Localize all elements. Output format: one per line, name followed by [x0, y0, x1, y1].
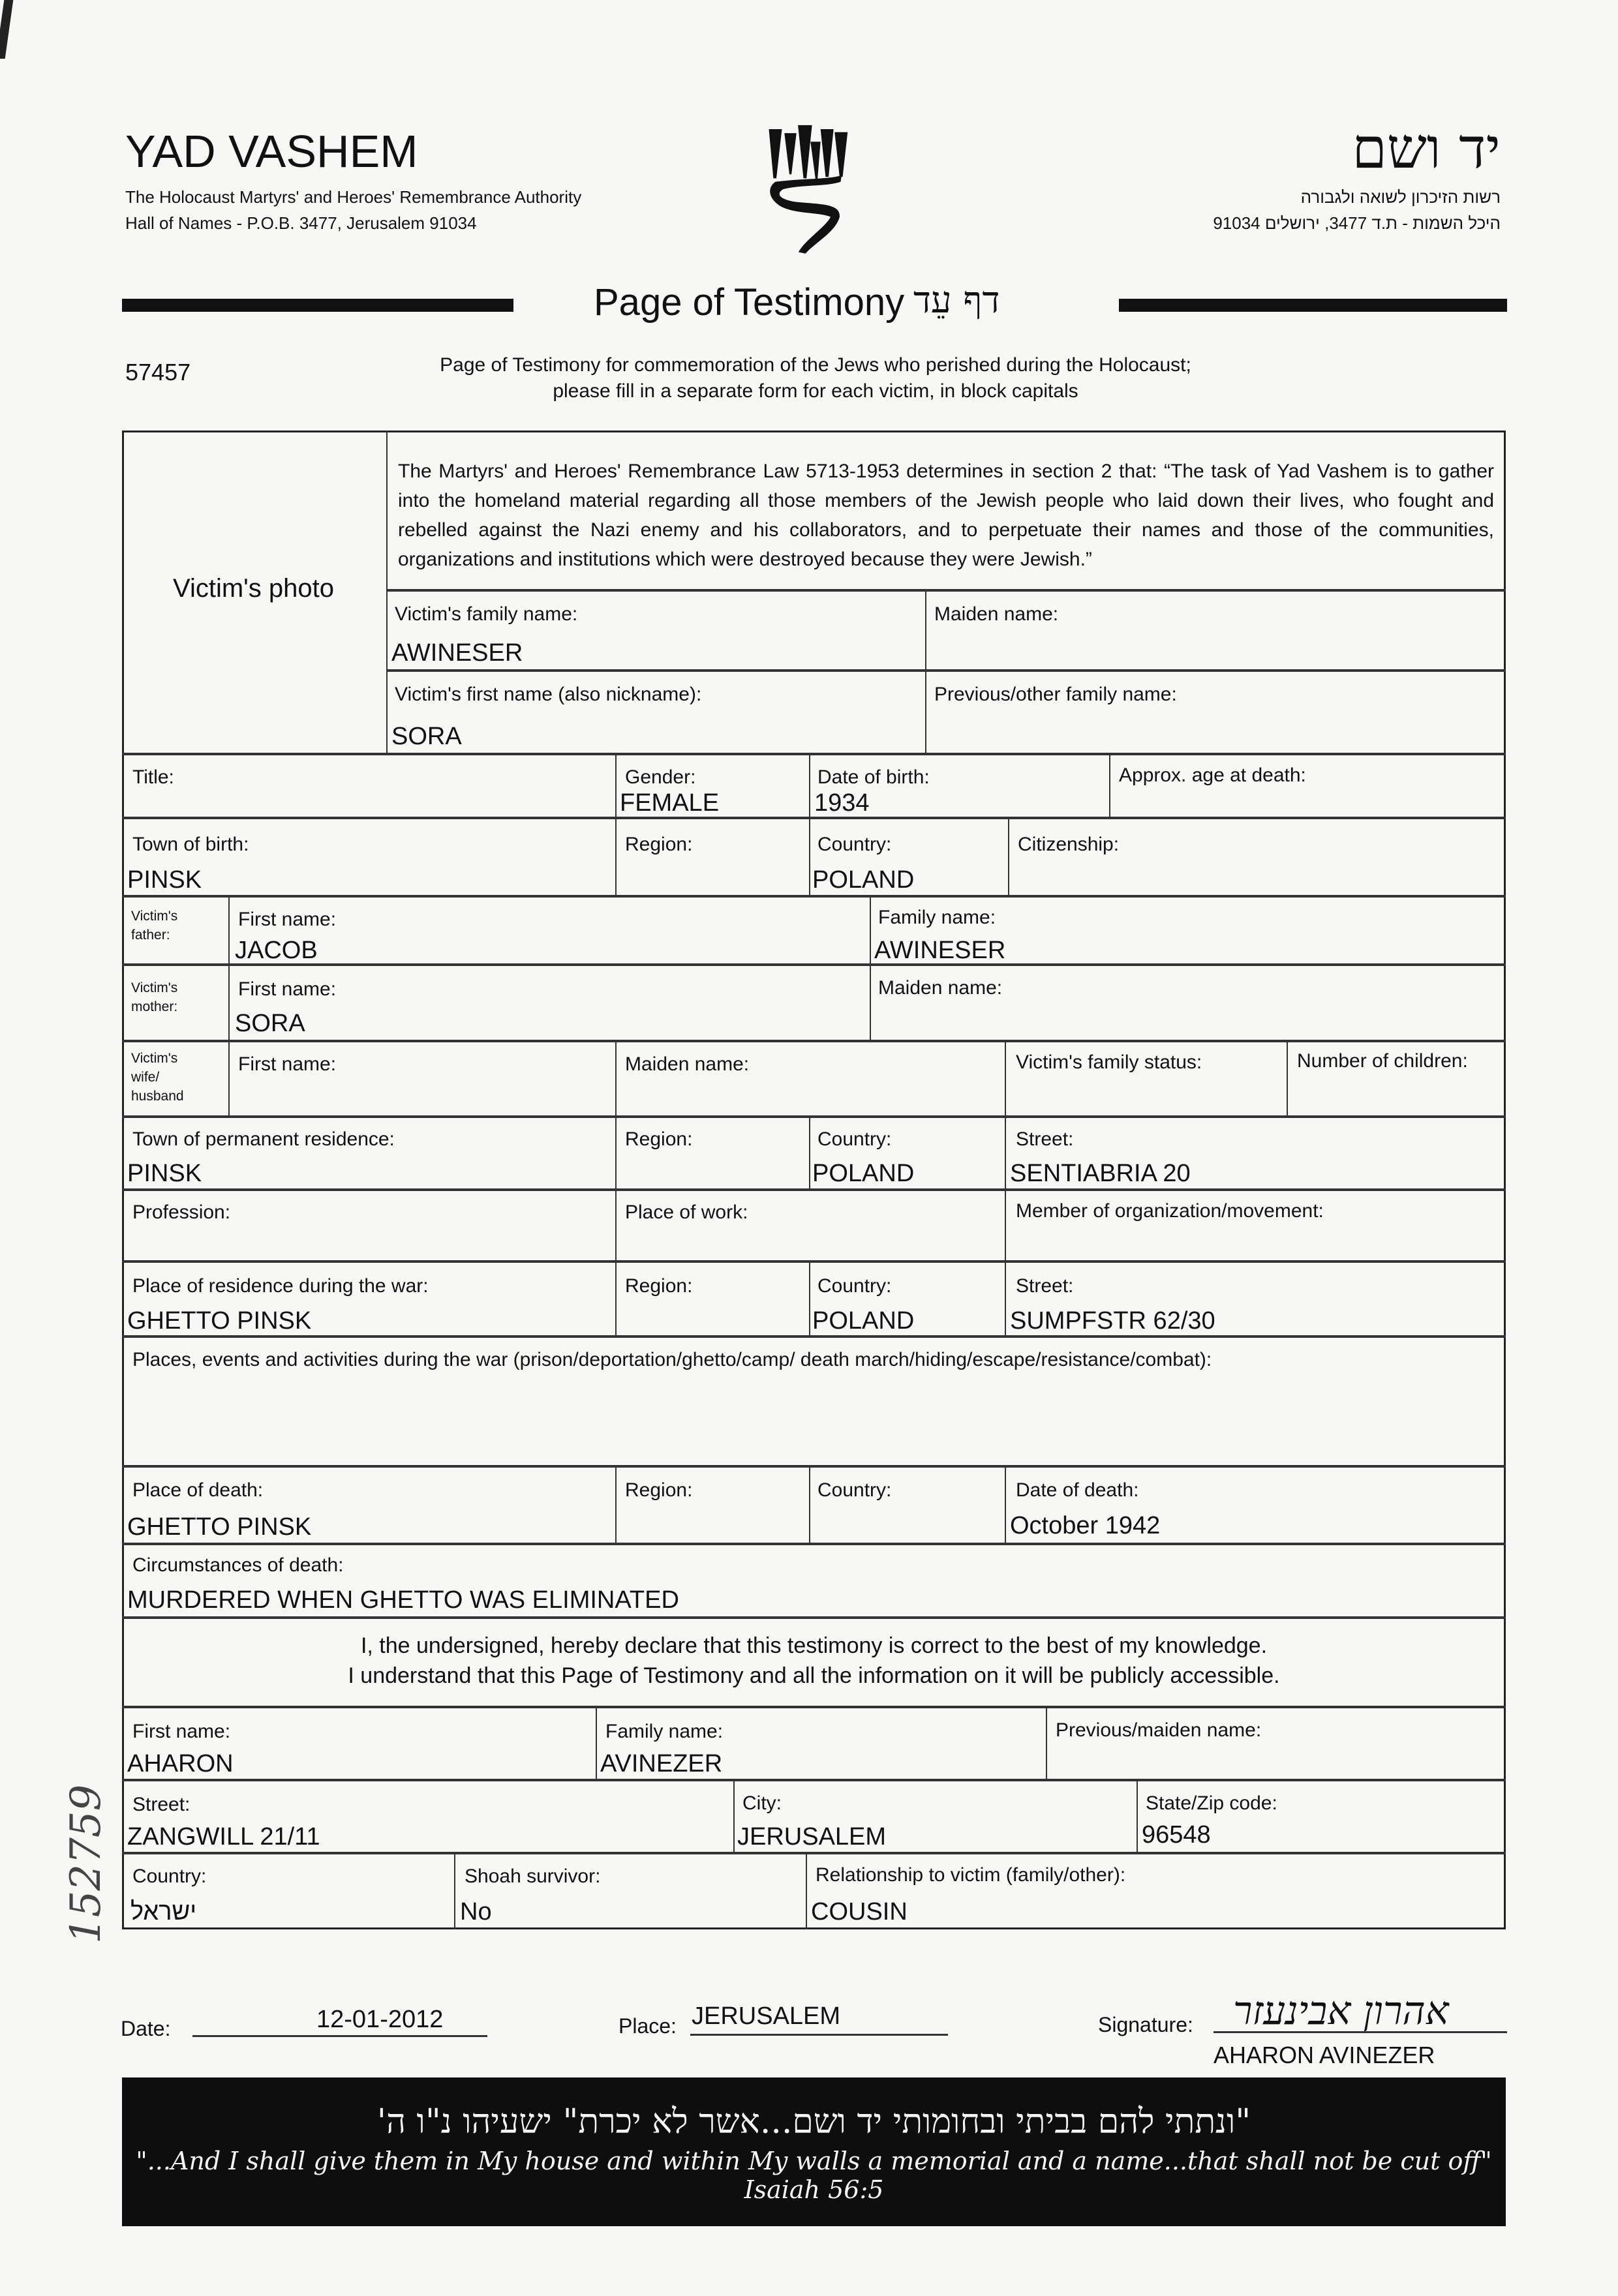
permanent-region-label: Region:: [625, 1128, 693, 1150]
reference-number: 57457: [125, 359, 191, 385]
divider: [122, 753, 1506, 755]
submitter-street-label: Street:: [132, 1794, 191, 1815]
submitter-first-name-field[interactable]: AHARON: [127, 1750, 234, 1777]
org-address-en: Hall of Names - P.O.B. 3477, Jerusalem 91034: [125, 213, 477, 233]
shoah-survivor-label: Shoah survivor:: [465, 1865, 601, 1887]
permanent-town-label: Town of permanent residence:: [132, 1128, 395, 1150]
mother-first-name-label: First name:: [238, 978, 337, 1000]
divider: [1046, 1706, 1047, 1779]
date-of-birth-field[interactable]: 1934: [814, 789, 870, 817]
divider: [122, 1188, 1506, 1191]
mother-row-label: Victim's mother:: [131, 980, 178, 1014]
signature-printed-name: AHARON AVINEZER: [1214, 2042, 1435, 2068]
divider: [1008, 817, 1009, 895]
divider: [1005, 1115, 1006, 1335]
org-subtitle-en: [125, 184, 581, 236]
mother-maiden-name-label: Maiden name:: [878, 977, 1003, 999]
permanent-country-label: Country:: [817, 1128, 892, 1150]
date-label: Date:: [121, 2017, 171, 2040]
menorah-logo-icon: [750, 110, 881, 279]
divider: [1109, 753, 1110, 817]
permanent-street-label: Street:: [1016, 1128, 1074, 1150]
town-of-birth-label: Town of birth:: [132, 834, 249, 855]
citizenship-label: Citizenship:: [1018, 834, 1120, 855]
place-field[interactable]: JERUSALEM: [692, 2002, 841, 2030]
victim-family-name-label: Victim's family name:: [395, 603, 578, 625]
father-first-name-field[interactable]: JACOB: [235, 937, 318, 964]
town-of-birth-field[interactable]: PINSK: [127, 866, 202, 894]
victim-photo-placeholder[interactable]: Victim's photo: [173, 574, 335, 603]
gender-field[interactable]: FEMALE: [620, 789, 720, 817]
form-instructions: Page of Testimony for commemoration of the Jews who perished during the Holocaust; please fill in a separate form for each victim, in block capitals: [440, 354, 1191, 402]
relationship-field[interactable]: COUSIN: [811, 1898, 908, 1926]
submitter-city-field[interactable]: JERUSALEM: [737, 1823, 887, 1850]
quote-hebrew: "ונתתי להם בביתי ובחומותי יד ושם...אשר לא יכרת" ישעיהו נ"ו ה': [376, 2102, 1251, 2141]
form-title-en: Page of Testimony: [594, 281, 905, 324]
father-row-label: Victim's father:: [131, 909, 178, 943]
submitter-country-field[interactable]: ישראל: [130, 1898, 197, 1926]
divider: [615, 1040, 617, 1115]
divider: [809, 1465, 810, 1543]
divider: [596, 1706, 597, 1779]
gender-label: Gender:: [625, 766, 696, 788]
war-region-label: Region:: [625, 1275, 693, 1297]
divider: [122, 1040, 1506, 1042]
divider: [122, 1260, 1506, 1263]
date-underline: [192, 2035, 487, 2037]
header-rule-left: [122, 299, 513, 312]
signature-label: Signature:: [1098, 2013, 1193, 2036]
divider: [809, 1115, 810, 1188]
place-of-death-label: Place of death:: [132, 1479, 264, 1501]
divider: [122, 1115, 1506, 1118]
isaiah-quote-banner: [122, 2077, 1506, 2226]
org-authority-en: The Holocaust Martyrs' and Heroes' Remembrance Authority: [125, 187, 582, 207]
submitter-street-field[interactable]: ZANGWILL 21/11: [127, 1823, 320, 1850]
victim-first-name-label: Victim's first name (also nickname):: [395, 684, 702, 705]
date-field[interactable]: 12-01-2012: [316, 2006, 444, 2033]
form-title-he: דף עֵד: [913, 279, 1000, 322]
divider: [615, 1465, 617, 1543]
divider: [122, 895, 1506, 898]
spouse-row-label: Victim's wife/ husband: [131, 1051, 184, 1104]
profession-label: Profession:: [132, 1201, 231, 1223]
divider: [925, 589, 926, 753]
place-of-work-label: Place of work:: [625, 1201, 748, 1223]
place-label: Place:: [618, 2014, 677, 2038]
signature-underline: [1214, 2031, 1507, 2033]
father-first-name-label: First name:: [238, 909, 337, 930]
death-country-label: Country:: [817, 1479, 892, 1501]
law-text: The Martyrs' and Heroes' Remembrance Law 5713-1953 determines in section 2 that: “The task of Yad Vashem is to gather into the homeland material regarding all those members of the Jewish people who laid down their lives, who fought and rebelled against the Nazi enemy and his collaborators, and to perpetuate their names and those of the communities, organizations and institutions which were destroyed because they were Jewish.”: [398, 461, 1494, 570]
relationship-label: Relationship to victim (family/other):: [816, 1864, 1126, 1886]
quote-english: "...And I shall give them in My house and within My walls a memorial and a name...that shall not be cut off" Isaiah 56:5: [136, 2147, 1492, 2204]
submitter-zip-label: State/Zip code:: [1146, 1792, 1277, 1814]
permanent-street-field[interactable]: SENTIABRIA 20: [1010, 1160, 1191, 1187]
declaration-text: I, the undersigned, hereby declare that this testimony is correct to the best of my knowledge. I understand that this Page of Testimony and all the information on it will be publicly accessible.: [348, 1633, 1280, 1688]
divider: [1005, 1465, 1006, 1543]
war-country-label: Country:: [817, 1275, 892, 1297]
org-authority-he: רשות הזיכרון לשואה ולגבורה: [1300, 187, 1501, 207]
divider: [386, 669, 1506, 672]
org-name-en: YAD VASHEM: [125, 126, 418, 177]
divider: [806, 1852, 807, 1929]
divider: [122, 1543, 1506, 1545]
divider: [122, 1852, 1506, 1854]
org-subtitle-he: [1213, 184, 1501, 236]
date-of-birth-label: Date of birth:: [817, 766, 930, 788]
divider: [615, 753, 617, 895]
org-name-he: יד ושם: [1352, 116, 1501, 181]
age-at-death-label: Approx. age at death:: [1119, 764, 1306, 786]
family-status-label: Victim's family status:: [1016, 1051, 1202, 1073]
war-street-label: Street:: [1016, 1275, 1074, 1297]
place-underline: [690, 2034, 948, 2036]
spouse-first-name-label: First name:: [238, 1053, 337, 1075]
mother-first-name-field[interactable]: SORA: [235, 1010, 305, 1037]
divider: [809, 1260, 810, 1335]
victim-first-name-field[interactable]: SORA: [391, 723, 462, 750]
war-residence-label: Place of residence during the war:: [132, 1275, 429, 1297]
submitter-family-name-field[interactable]: AVINEZER: [600, 1750, 723, 1777]
spouse-maiden-name-label: Maiden name:: [625, 1053, 750, 1075]
victim-family-name-field[interactable]: AWINESER: [391, 639, 523, 667]
divider: [454, 1852, 455, 1929]
father-family-name-field[interactable]: AWINESER: [874, 937, 1006, 964]
war-street-field[interactable]: SUMPFSTR 62/30: [1010, 1307, 1215, 1335]
victim-maiden-name-label: Maiden name:: [934, 603, 1059, 625]
margin-handwritten-number: 152759: [62, 1784, 110, 1944]
submitter-country-label: Country:: [132, 1865, 207, 1887]
submitter-zip-field[interactable]: 96548: [1142, 1821, 1211, 1849]
permanent-country-field[interactable]: POLAND: [812, 1160, 915, 1187]
number-of-children-label: Number of children:: [1297, 1050, 1468, 1072]
submitter-family-name-label: Family name:: [605, 1721, 724, 1742]
circumstances-field[interactable]: MURDERED WHEN GHETTO WAS ELIMINATED: [127, 1586, 679, 1614]
divider: [615, 1115, 617, 1335]
date-of-death-label: Date of death:: [1016, 1479, 1139, 1501]
org-address-he: היכל השמות - ת.ד 3477, ירושלים 91034: [1213, 213, 1501, 233]
divider: [228, 895, 230, 1115]
victim-previous-name-label: Previous/other family name:: [934, 684, 1177, 705]
divider: [809, 753, 810, 895]
divider: [386, 430, 388, 753]
divider: [870, 895, 871, 1040]
submitter-previous-name-label: Previous/maiden name:: [1056, 1719, 1262, 1741]
birth-country-label: Country:: [817, 834, 892, 855]
divider: [122, 1335, 1506, 1338]
date-of-death-field[interactable]: October 1942: [1010, 1512, 1161, 1539]
birth-country-field[interactable]: POLAND: [812, 866, 915, 894]
divider: [122, 1465, 1506, 1468]
divider: [122, 1779, 1506, 1781]
death-region-label: Region:: [625, 1479, 693, 1501]
place-of-death-field[interactable]: GHETTO PINSK: [127, 1513, 312, 1541]
shoah-survivor-field[interactable]: No: [460, 1898, 492, 1926]
permanent-town-field[interactable]: PINSK: [127, 1160, 202, 1187]
divider: [122, 963, 1506, 966]
signature-handwritten[interactable]: אהרון אבינעזר: [1233, 1988, 1449, 2034]
divider: [386, 589, 1506, 592]
header-rule-right: [1119, 299, 1507, 312]
divider: [122, 1706, 1506, 1708]
title-label: Title:: [132, 766, 174, 788]
divider: [1137, 1779, 1138, 1852]
divider: [1287, 1040, 1288, 1115]
divider: [1005, 1040, 1006, 1115]
divider: [122, 1616, 1506, 1619]
war-events-label: Places, events and activities during the war (prison/deportation/ghetto/camp/ death march/hiding/escape/resistance/combat):: [132, 1349, 1212, 1370]
divider: [733, 1779, 735, 1852]
circumstances-label: Circumstances of death:: [132, 1554, 344, 1576]
war-country-field[interactable]: POLAND: [812, 1307, 915, 1335]
war-residence-field[interactable]: GHETTO PINSK: [127, 1307, 312, 1335]
birth-region-label: Region:: [625, 834, 693, 855]
submitter-first-name-label: First name:: [132, 1721, 231, 1742]
organization-label: Member of organization/movement:: [1016, 1200, 1324, 1222]
submitter-city-label: City:: [742, 1792, 782, 1814]
father-family-name-label: Family name:: [878, 907, 996, 928]
scan-corner-mark: [0, 0, 13, 59]
